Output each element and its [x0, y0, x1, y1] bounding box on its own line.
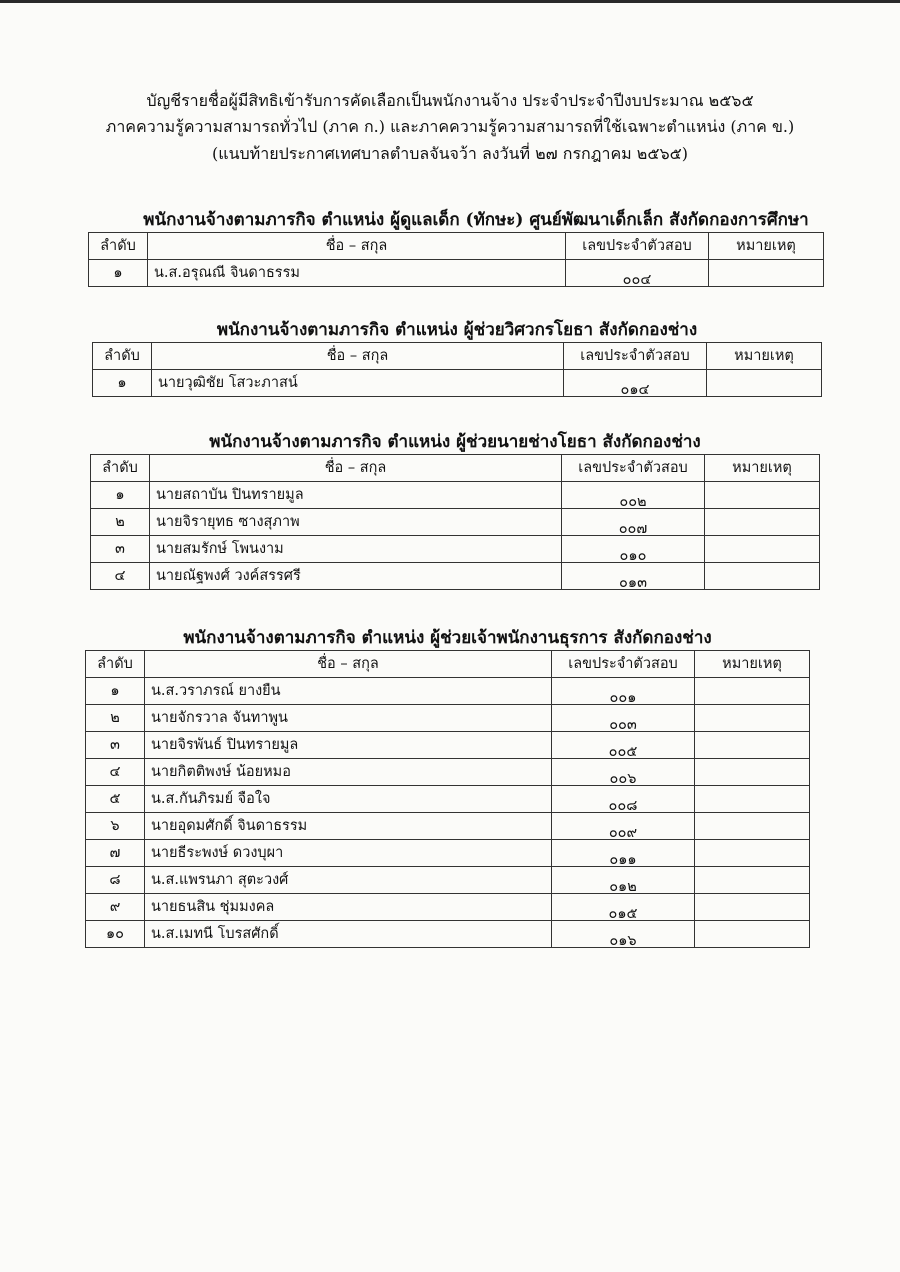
col-exam-id-header: เลขประจำตัวสอบ: [562, 455, 705, 482]
row-no: ๓: [91, 536, 150, 563]
row-name: น.ส.วราภรณ์ ยางยืน: [145, 678, 552, 705]
row-remark: [709, 260, 824, 287]
row-exam-id: ๐๑๔: [564, 370, 707, 397]
row-remark: [695, 894, 810, 921]
row-no: ๓: [86, 732, 145, 759]
row-remark: [695, 759, 810, 786]
row-remark: [705, 509, 820, 536]
row-no: ๒: [86, 705, 145, 732]
candidate-table: [85, 650, 810, 948]
candidate-table: [92, 342, 822, 397]
row-exam-id: ๐๑๐: [562, 536, 705, 563]
row-exam-id: ๐๑๖: [552, 921, 695, 948]
row-no: ๑๐: [86, 921, 145, 948]
section-civil-technician-assistant: [90, 430, 820, 590]
header-subtitle: ภาคความรู้ความสามารถทั่วไป (ภาค ก.) และภาคความรู้ความสามารถที่ใช้เฉพาะตำแหน่ง (ภาค ข.): [105, 117, 795, 136]
table-row: [86, 867, 810, 894]
col-remark-header: หมายเหตุ: [695, 651, 810, 678]
row-remark: [705, 482, 820, 509]
row-name: น.ส.เมทนี โบรสศักดิ์: [145, 921, 552, 948]
row-exam-id: ๐๑๕: [552, 894, 695, 921]
row-name: น.ส.กันภิรมย์ จือใจ: [145, 786, 552, 813]
row-no: ๑: [89, 260, 148, 287]
col-no-header: ลำดับ: [93, 343, 152, 370]
row-exam-id: ๐๐๑: [552, 678, 695, 705]
table-header-row: [86, 651, 810, 678]
row-remark: [695, 840, 810, 867]
row-exam-id: ๐๑๒: [552, 867, 695, 894]
header-reference: (แนบท้ายประกาศเทศบาลตำบลจันจว้า ลงวันที่ ๒๗ กรกฎาคม ๒๕๖๕): [212, 144, 688, 163]
table-header-row: [93, 343, 822, 370]
section-title: พนักงานจ้างตามภารกิจ ตำแหน่ง ผู้ช่วยนายช่างโยธา สังกัดกองช่าง: [209, 432, 701, 452]
row-remark: [695, 786, 810, 813]
row-no: ๗: [86, 840, 145, 867]
header-title: บัญชีรายชื่อผู้มีสิทธิเข้ารับการคัดเลือกเป็นพนักงานจ้าง ประจำประจำปีงบประมาณ ๒๕๖๕: [146, 91, 754, 110]
row-exam-id: ๐๐๔: [566, 260, 709, 287]
section-title: พนักงานจ้างตามภารกิจ ตำแหน่ง ผู้ช่วยเจ้าพนักงานธุรการ สังกัดกองช่าง: [183, 628, 712, 648]
row-name: นายธนสิน ชุ่มมงคล: [145, 894, 552, 921]
row-no: ๖: [86, 813, 145, 840]
row-name: นายณัฐพงศ์ วงค์สรรศรี: [150, 563, 562, 590]
row-no: ๙: [86, 894, 145, 921]
col-exam-id-header: เลขประจำตัวสอบ: [564, 343, 707, 370]
table-row: [86, 732, 810, 759]
row-name: นายจิรพันธ์ ปินทรายมูล: [145, 732, 552, 759]
row-exam-id: ๐๐๘: [552, 786, 695, 813]
col-remark-header: หมายเหตุ: [709, 233, 824, 260]
row-exam-id: ๐๐๕: [552, 732, 695, 759]
row-name: นายอุดมศักดิ์ จินดาธรรม: [145, 813, 552, 840]
table-row: [86, 786, 810, 813]
table-row: [91, 482, 820, 509]
row-exam-id: ๐๑๑: [552, 840, 695, 867]
row-name: นายสมรักษ์ โพนงาม: [150, 536, 562, 563]
row-no: ๔: [86, 759, 145, 786]
row-no: ๒: [91, 509, 150, 536]
table-row: [86, 759, 810, 786]
section-administrative-officer-assistant: [85, 626, 810, 948]
col-remark-header: หมายเหตุ: [705, 455, 820, 482]
row-remark: [695, 732, 810, 759]
table-row: [91, 563, 820, 590]
table-row: [86, 678, 810, 705]
row-exam-id: ๐๐๓: [552, 705, 695, 732]
row-exam-id: ๐๐๒: [562, 482, 705, 509]
col-exam-id-header: เลขประจำตัวสอบ: [552, 651, 695, 678]
table-row: [86, 921, 810, 948]
row-name: นายวุฒิชัย โสวะภาสน์: [152, 370, 564, 397]
table-row: [93, 370, 822, 397]
table-row: [86, 705, 810, 732]
section-title: พนักงานจ้างตามภารกิจ ตำแหน่ง ผู้ช่วยวิศวกรโยธา สังกัดกองช่าง: [216, 320, 698, 340]
table-row: [86, 840, 810, 867]
row-remark: [705, 563, 820, 590]
row-no: ๔: [91, 563, 150, 590]
col-name-header: ชื่อ – สกุล: [152, 343, 564, 370]
row-name: น.ส.แพรนภา สุตะวงศ์: [145, 867, 552, 894]
col-no-header: ลำดับ: [89, 233, 148, 260]
row-remark: [695, 678, 810, 705]
row-exam-id: ๐๐๙: [552, 813, 695, 840]
col-name-header: ชื่อ – สกุล: [150, 455, 562, 482]
candidate-table: [88, 232, 824, 287]
col-name-header: ชื่อ – สกุล: [148, 233, 566, 260]
col-name-header: ชื่อ – สกุล: [145, 651, 552, 678]
table-row: [89, 260, 824, 287]
row-name: น.ส.อรุณณี จินดาธรรม: [148, 260, 566, 287]
row-name: นายธีระพงษ์ ดวงบุผา: [145, 840, 552, 867]
row-name: นายจักรวาล จันทาพูน: [145, 705, 552, 732]
row-no: ๕: [86, 786, 145, 813]
row-name: นายจิรายุทธ ซางสุภาพ: [150, 509, 562, 536]
row-no: ๑: [91, 482, 150, 509]
col-no-header: ลำดับ: [86, 651, 145, 678]
section-civil-engineer-assistant: [92, 318, 822, 397]
row-remark: [695, 921, 810, 948]
row-exam-id: ๐๐๗: [562, 509, 705, 536]
row-remark: [707, 370, 822, 397]
scan-top-edge: [0, 0, 900, 3]
table-row: [86, 813, 810, 840]
col-remark-header: หมายเหตุ: [707, 343, 822, 370]
row-exam-id: ๐๑๓: [562, 563, 705, 590]
row-remark: [695, 813, 810, 840]
table-row: [86, 894, 810, 921]
table-header-row: [91, 455, 820, 482]
col-no-header: ลำดับ: [91, 455, 150, 482]
row-no: ๑: [93, 370, 152, 397]
section-title: พนักงานจ้างตามภารกิจ ตำแหน่ง ผู้ดูแลเด็ก (ทักษะ) ศูนย์พัฒนาเด็กเล็ก สังกัดกองการศึกษา: [143, 210, 809, 230]
col-exam-id-header: เลขประจำตัวสอบ: [566, 233, 709, 260]
row-remark: [695, 867, 810, 894]
row-remark: [695, 705, 810, 732]
section-childcare: [88, 208, 844, 287]
row-no: ๘: [86, 867, 145, 894]
row-name: นายกิตติพงษ์ น้อยหมอ: [145, 759, 552, 786]
table-header-row: [89, 233, 824, 260]
row-no: ๑: [86, 678, 145, 705]
row-remark: [705, 536, 820, 563]
row-exam-id: ๐๐๖: [552, 759, 695, 786]
candidate-table: [90, 454, 820, 590]
table-row: [91, 536, 820, 563]
table-row: [91, 509, 820, 536]
row-name: นายสถาบัน ปินทรายมูล: [150, 482, 562, 509]
